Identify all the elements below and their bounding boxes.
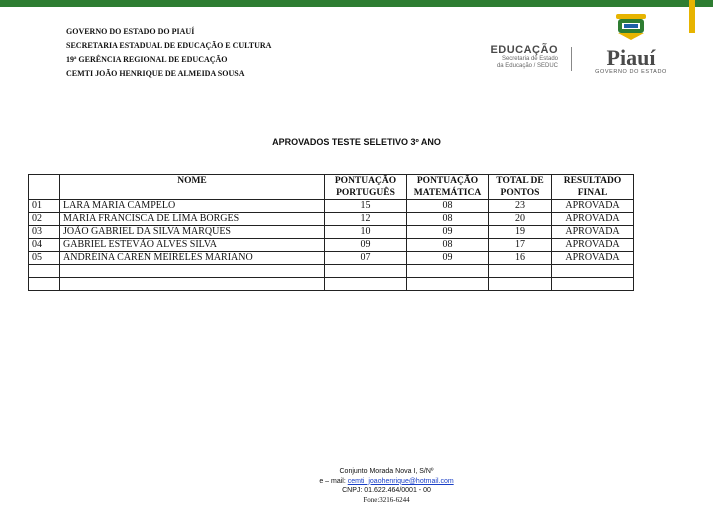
cell-num <box>29 265 60 278</box>
cell-resultado: APROVADA <box>552 252 634 265</box>
cell-resultado <box>552 278 634 291</box>
cell-portugues: 10 <box>325 226 407 239</box>
piaui-wordmark: Piauí <box>606 45 656 70</box>
cell-matematica: 08 <box>407 239 489 252</box>
header-matematica-line-2: MATEMÁTICA <box>413 188 482 198</box>
footer <box>0 467 713 505</box>
header-nome: NOME <box>60 175 325 200</box>
header-total <box>489 175 552 200</box>
header-portugues-line-1: PONTUAÇÃO <box>334 176 397 186</box>
cell-resultado: APROVADA <box>552 200 634 213</box>
coat-of-arms-icon <box>614 14 648 40</box>
piaui-logo <box>586 14 676 75</box>
cell-total: 16 <box>489 252 552 265</box>
header-num <box>29 175 60 200</box>
email-link[interactable]: cemti_joaohenrique@hotmail.com <box>347 477 454 485</box>
table-row-empty <box>29 278 634 291</box>
cell-total <box>489 278 552 291</box>
cell-nome: MARIA FRANCISCA DE LIMA BORGES <box>60 213 325 226</box>
cell-num: 04 <box>29 239 60 252</box>
cell-total: 20 <box>489 213 552 226</box>
cell-matematica: 08 <box>407 213 489 226</box>
cell-portugues: 12 <box>325 213 407 226</box>
logo-divider <box>571 47 572 71</box>
letterhead-line-4: CEMTI JOÃO HENRIQUE DE ALMEIDA SOUSA <box>66 69 245 78</box>
header-resultado-line-2: FINAL <box>577 188 608 198</box>
cell-matematica: 09 <box>407 226 489 239</box>
cell-nome <box>60 265 325 278</box>
cell-portugues: 15 <box>325 200 407 213</box>
cell-total <box>489 265 552 278</box>
seduc-logo-sub-1: Secretaria de Estado <box>501 56 558 62</box>
cell-nome: GABRIEL ESTEVÃO ALVES SILVA <box>60 239 325 252</box>
cell-resultado: APROVADA <box>552 226 634 239</box>
cell-nome: JOÃO GABRIEL DA SILVA MARQUES <box>60 226 325 239</box>
top-color-bar <box>0 0 713 7</box>
table-row <box>29 252 634 265</box>
cell-num: 03 <box>29 226 60 239</box>
header-row <box>29 175 634 200</box>
cell-portugues <box>325 265 407 278</box>
cell-total: 19 <box>489 226 552 239</box>
header-total-line-2: PONTOS <box>500 188 540 198</box>
cell-matematica <box>407 265 489 278</box>
cell-nome <box>60 278 325 291</box>
footer-email-line <box>0 477 713 487</box>
table-row <box>29 239 634 252</box>
table-row-empty <box>29 265 634 278</box>
piaui-subtitle: GOVERNO DO ESTADO <box>595 69 667 75</box>
header-total-line-1: TOTAL DE <box>496 176 544 186</box>
cell-portugues: 09 <box>325 239 407 252</box>
cell-num: 05 <box>29 252 60 265</box>
document-title: APROVADOS TESTE SELETIVO 3º ANO <box>272 137 441 147</box>
cell-matematica: 09 <box>407 252 489 265</box>
cell-nome: ANDRÉINA CAREN MEIRELES MARIANO <box>60 252 325 265</box>
header-resultado-line-1: RESULTADO <box>563 176 622 186</box>
header-portugues-line-2: PORTUGUÊS <box>336 188 395 198</box>
cell-num: 01 <box>29 200 60 213</box>
results-table <box>28 174 634 291</box>
cell-resultado: APROVADA <box>552 239 634 252</box>
footer-cnpj: CNPJ: 01.622.464/0001 - 00 <box>342 487 431 494</box>
cell-num: 02 <box>29 213 60 226</box>
cell-matematica: 08 <box>407 200 489 213</box>
cell-total: 23 <box>489 200 552 213</box>
footer-phone: Fone:3216-6244 <box>363 495 410 504</box>
table-row <box>29 213 634 226</box>
yellow-stripe <box>689 0 695 33</box>
cell-resultado: APROVADA <box>552 213 634 226</box>
cell-matematica <box>407 278 489 291</box>
table-row <box>29 226 634 239</box>
seduc-logo-title: EDUCAÇÃO <box>490 44 558 56</box>
cell-resultado <box>552 265 634 278</box>
header-matematica <box>407 175 489 200</box>
table-row <box>29 200 634 213</box>
header-matematica-line-1: PONTUAÇÃO <box>416 176 479 186</box>
cell-portugues: 07 <box>325 252 407 265</box>
cell-total: 17 <box>489 239 552 252</box>
footer-email-label: e – mail: <box>319 477 348 485</box>
cell-num <box>29 278 60 291</box>
seduc-logo-sub-2: da Educação / SEDUC <box>496 63 558 69</box>
cell-portugues <box>325 278 407 291</box>
header-resultado <box>552 175 634 200</box>
seduc-logo <box>478 44 558 70</box>
letterhead-line-1: GOVERNO DO ESTADO DO PIAUÍ <box>66 27 195 36</box>
header-portugues <box>325 175 407 200</box>
letterhead <box>66 25 271 81</box>
letterhead-line-3: 19ª GERÊNCIA REGIONAL DE EDUCAÇÃO <box>66 55 228 64</box>
footer-address: Conjunto Morada Nova I, S/Nº <box>339 468 434 475</box>
letterhead-line-2: SECRETARIA ESTADUAL DE EDUCAÇÃO E CULTURA <box>66 41 272 50</box>
cell-nome: LARA MARIA CAMPELO <box>60 200 325 213</box>
